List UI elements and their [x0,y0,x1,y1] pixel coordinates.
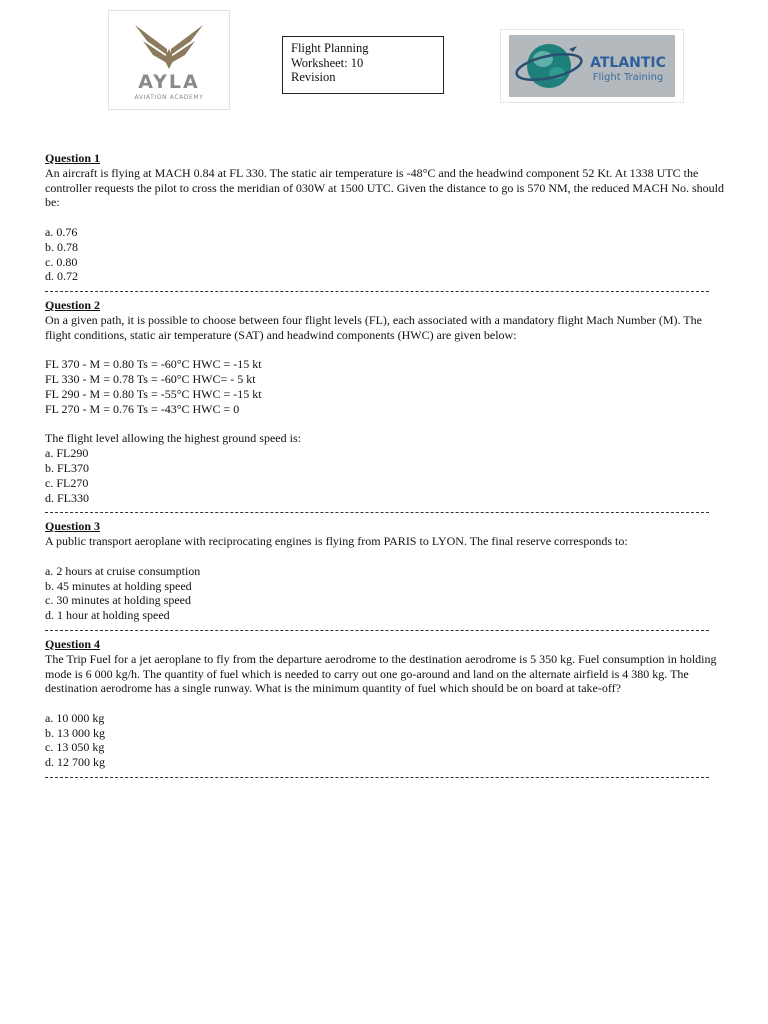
wings-emblem-icon [133,23,205,69]
dashed-separator [45,512,709,513]
answer-option: b. 13 000 kg [45,725,105,740]
atlantic-logo-subtitle: Flight Training [592,72,664,83]
dashed-separator [45,777,709,778]
answer-option: c. 30 minutes at holding speed [45,593,191,608]
flight-level-data-line: FL 330 - M = 0.78 Ts = -60°C HWC= - 5 kt [45,372,256,387]
answer-option: c. 0.80 [45,254,78,269]
ayla-logo-subtitle: AVIATION ACADEMY [134,94,204,101]
question-title: Question 3 [45,519,101,534]
answer-option: d. 1 hour at holding speed [45,608,170,623]
question-text: A public transport aeroplane with reciprocating engines is flying from PARIS to LYON. The final reserve corresponds to: [45,534,628,549]
answer-option: b. 45 minutes at holding speed [45,578,192,593]
worksheet-title-box [282,36,444,94]
globe-icon [513,37,583,95]
atlantic-logo-panel [509,35,675,97]
question-text: The Trip Fuel for a jet aeroplane to fly from the departure aerodrome to the destination aerodrome is 5 350 kg. Fuel consumption in holding mode is 6 000 kg/h. The quantity of fuel which is needed to carry out one go-around and land on the alternate airfield is 4 380 kg. The destination aerodrome has a single runway. What is the minimum quantity of fuel which should be on board at take-off? [45,651,717,696]
answer-option: a. 10 000 kg [45,710,105,725]
flight-level-data-line: FL 370 - M = 0.80 Ts = -60°C HWC = -15 kt [45,357,262,372]
question-title: Question 1 [45,151,101,165]
question-block [45,637,725,770]
answer-option: d. 12 700 kg [45,755,105,770]
title-line-type: Revision [291,70,336,84]
question-prompt: The flight level allowing the highest ground speed is: [45,431,301,446]
answer-option: c. 13 050 kg [45,740,105,755]
ayla-aviation-academy-logo [108,10,230,110]
answer-option: a. 2 hours at cruise consumption [45,563,201,578]
answer-option: c. FL270 [45,475,89,490]
flight-level-data-line: FL 270 - M = 0.76 Ts = -43°C HWC = 0 [45,401,240,416]
atlantic-logo-name: ATLANTIC [590,55,666,71]
question-title: Question 4 [45,636,101,651]
questions-section [45,151,725,784]
question-text: On a given path, it is possible to choose between four flight levels (FL), each associated with a mandatory flight Mach Number (M). The flight conditions, static air temperature (SAT) and headwind components (HWC) are given below: [45,312,702,342]
ayla-logo-name: AYLA [138,71,200,93]
question-title: Question 2 [45,298,101,313]
question-block [45,151,725,284]
answer-option: d. 0.72 [45,269,78,284]
document-header [0,0,768,120]
title-line-subject: Flight Planning [291,41,369,55]
dashed-separator [45,630,709,631]
answer-option: a. 0.76 [45,224,78,239]
flight-level-data-line: FL 290 - M = 0.80 Ts = -55°C HWC = -15 kt [45,386,262,401]
answer-option: d. FL330 [45,490,90,505]
question-block [45,298,725,505]
answer-option: b. 0.78 [45,239,78,254]
title-line-worksheet: Worksheet: 10 [291,55,364,70]
answer-option: b. FL370 [45,460,90,475]
answer-option: a. FL290 [45,446,89,461]
atlantic-flight-training-logo [500,29,684,103]
question-text: An aircraft is flying at MACH 0.84 at FL 330. The static air temperature is -48°C and the headwind component 52 Kt. At 1338 UTC the controller requests the pilot to cross the meridian of 030W at 1500 UTC. Given the distance to go is 570 NM, the reduced MACH No. should be: [45,165,724,210]
dashed-separator [45,291,709,292]
question-block [45,519,725,623]
